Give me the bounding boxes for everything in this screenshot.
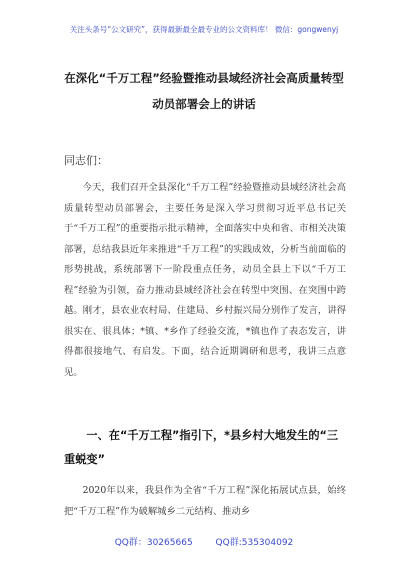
header-banner: 关注头条号“公文研究”，获得最新最全最专业的公文资料库！ 微信：gongwenyj <box>69 25 339 34</box>
salutation: 同志们： <box>64 154 108 167</box>
section-heading-1: 一、在“千万工程”指引下，*县乡村大地发生的“三重蜕变” <box>64 429 339 466</box>
body-paragraph-1: 今天，我们召开全县深化“千万工程”经验暨推动县域经济社会高质量转型动员部署会，主要任务是深入学习贯彻习近平总书记关于“千万工程”的重要指示批示精神，全面落实中央和省、市相关决策部署，总结我县近年来推进“千万工程”的实践成效，分析当前面临的形势挑战，系统部署下一阶段重点任务，动员全县上下以“千万工程”经验为引领，奋力推动县域经济社会在转型中突围、在突围中跨越。刚才，县农业农村局、住建局、乡村振兴局分别作了发言，讲得很实在、很具体；*镇、*乡作了经验交流，*镇也作了表态发言，讲得都很接地气、有启发。下面，结合近期调研和思考，我讲三点意见。 <box>64 182 346 378</box>
body-paragraph-2: 2020年以来，我县作为全省“千万工程”深化拓展试点县，始终把“千万工程”作为破解城乡二元结构、推动乡 <box>64 485 346 517</box>
document-title-line-2: 动员部署会上的讲话 <box>152 97 256 111</box>
document-title-line-1: 在深化“千万工程”经验暨推动县域经济社会高质量转型 <box>64 71 344 85</box>
footer-qq-group-2: QQ群:535304092 <box>215 538 294 548</box>
footer-qq-group-1: QQ群：30265665 <box>114 538 193 548</box>
footer-contact <box>0 535 408 548</box>
